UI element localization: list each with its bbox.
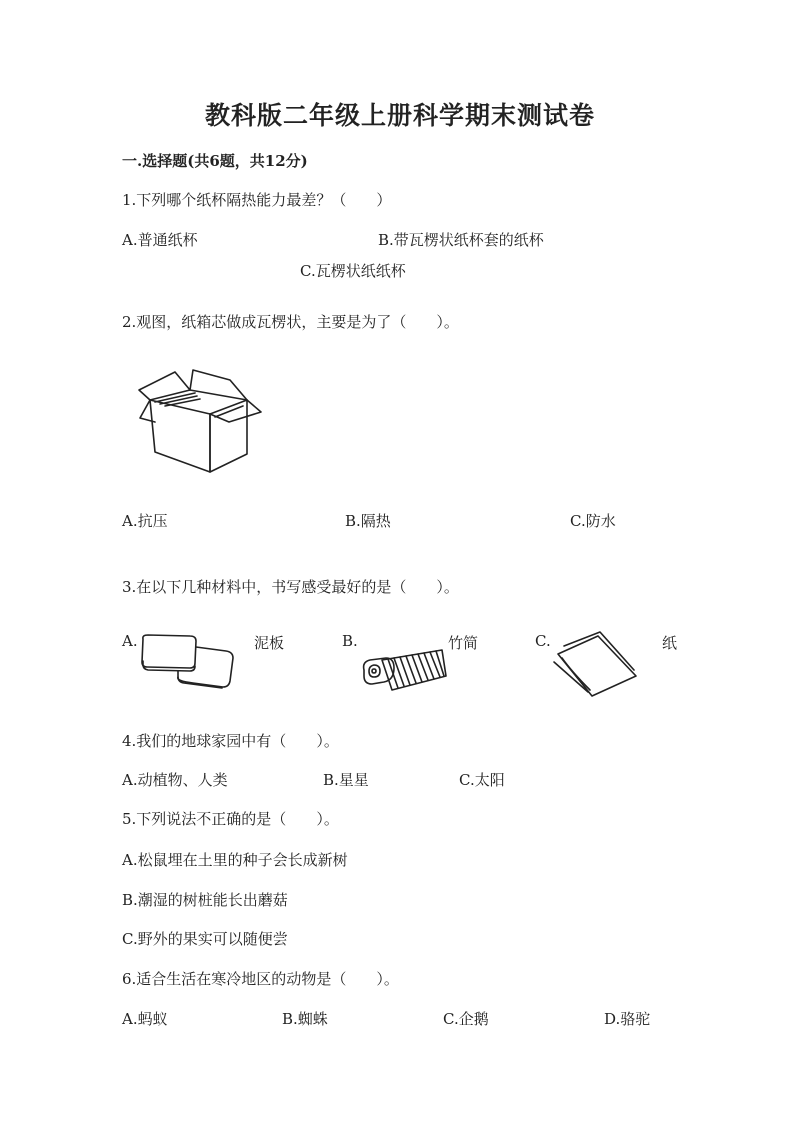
question-6-option-b: B.蜘蛛 (282, 1010, 328, 1028)
question-1-option-a: A.普通纸杯 (122, 231, 198, 249)
bamboo-slips-image (360, 640, 450, 696)
question-2-stem: 2.观图，纸箱芯做成瓦楞状，主要是为了（ ）。 (122, 313, 459, 331)
question-1-option-c: C.瓦楞状纸纸杯 (300, 262, 406, 280)
question-3-option-b-letter: B. (342, 632, 358, 650)
question-6-option-c: C.企鹅 (443, 1010, 489, 1028)
question-2-option-a: A.抗压 (122, 512, 168, 530)
question-6-stem: 6.适合生活在寒冷地区的动物是（ ）。 (122, 970, 399, 988)
question-4-option-b: B.星星 (323, 771, 369, 789)
cardboard-box-image (135, 362, 265, 477)
question-1-stem: 1.下列哪个纸杯隔热能力最差？（ ） (122, 191, 392, 209)
question-4-stem: 4.我们的地球家园中有（ ）。 (122, 732, 339, 750)
question-3-option-c-label: 纸 (662, 634, 678, 652)
question-5-option-b: B.潮湿的树桩能长出蘑菇 (122, 891, 288, 909)
question-4-option-a: A.动植物、人类 (122, 771, 228, 789)
section-heading: 一.选择题(共6题，共12分) (122, 152, 308, 170)
question-3-option-a-letter: A. (122, 632, 138, 650)
page-title: 教科版二年级上册科学期末测试卷 (204, 101, 595, 130)
question-3-option-a-label: 泥板 (254, 634, 285, 652)
question-6-option-a: A.蚂蚁 (122, 1010, 168, 1028)
question-5-stem: 5.下列说法不正确的是（ ）。 (122, 810, 339, 828)
question-6-option-d: D.骆驼 (604, 1010, 651, 1028)
question-3-option-c-letter: C. (535, 632, 551, 650)
question-5-option-a: A.松鼠埋在土里的种子会长成新树 (122, 851, 348, 869)
question-5-option-c: C.野外的果实可以随便尝 (122, 930, 288, 948)
clay-slabs-image (138, 633, 238, 691)
paper-sheets-image (552, 632, 642, 700)
question-1-option-b: B.带瓦楞状纸杯套的纸杯 (378, 231, 544, 249)
question-2-option-c: C.防水 (570, 512, 616, 530)
question-3-stem: 3.在以下几种材料中，书写感受最好的是（ ）。 (122, 578, 459, 596)
question-4-option-c: C.太阳 (459, 771, 505, 789)
question-2-option-b: B.隔热 (345, 512, 391, 530)
question-3-option-b-label: 竹简 (448, 634, 479, 652)
